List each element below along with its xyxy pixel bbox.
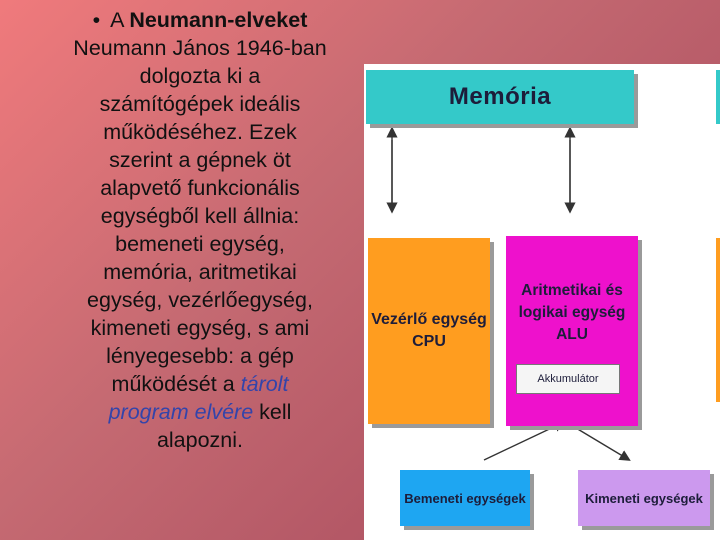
text-line: számítógépek ideális [99, 92, 301, 116]
text-line [22, 398, 378, 426]
text-line: memória, aritmetikai [103, 260, 297, 284]
alu-box [506, 236, 638, 426]
output-units-label: Kimeneti egységek [585, 490, 703, 506]
von-neumann-diagram [364, 64, 720, 540]
arrow-center-to-output [566, 422, 626, 458]
slide-text [22, 6, 378, 454]
text-line: lényegesebb: a gép [106, 344, 294, 368]
bullet-title-line [22, 6, 378, 34]
title-bold: Neumann-elveket [129, 8, 308, 32]
text-line: szerint a gépnek öt [109, 148, 291, 172]
text-line: bemeneti egység, [115, 232, 285, 256]
text-line: dolgozta ki a [139, 64, 261, 88]
text-line [22, 370, 378, 398]
title-prefix: A [110, 8, 130, 32]
stored-program-link-cont: program elvére [108, 400, 254, 424]
text-line: Neumann János 1946-ban [73, 36, 327, 60]
arrow-input-to-center [484, 424, 560, 460]
control-unit-label: Vezérlő egység [371, 311, 487, 328]
input-units-box [400, 470, 530, 526]
cpu-label: CPU [412, 333, 446, 350]
alu-label-line3: ALU [556, 326, 588, 343]
text-line: alapvető funkcionális [100, 176, 300, 200]
memory-label: Memória [448, 83, 552, 110]
text-line: alapozni. [156, 428, 244, 452]
text-line: egység, vezérlőegység, [87, 288, 313, 312]
accumulator-label: Akkumulátor [537, 373, 599, 385]
text-line: kimeneti egység, s ami [90, 316, 310, 340]
line14-suffix: kell [253, 400, 292, 424]
alu-label-line2: logikai egység [518, 304, 626, 321]
control-box-edge [716, 238, 720, 402]
text-line: működéséhez. Ezek [103, 120, 297, 144]
text-line: egységből kell állnia: [100, 204, 300, 228]
memory-box-edge [716, 70, 720, 124]
control-unit-box [368, 238, 490, 424]
memory-box [366, 70, 634, 124]
input-units-label: Bemeneti egységek [404, 490, 526, 506]
stored-program-link: tárolt [240, 372, 289, 396]
bullet-icon: • [92, 8, 101, 32]
alu-label-line1: Aritmetikai és [521, 282, 623, 299]
accumulator-box [516, 364, 620, 394]
line13-prefix: működését a [111, 372, 241, 396]
output-units-box [578, 470, 710, 526]
